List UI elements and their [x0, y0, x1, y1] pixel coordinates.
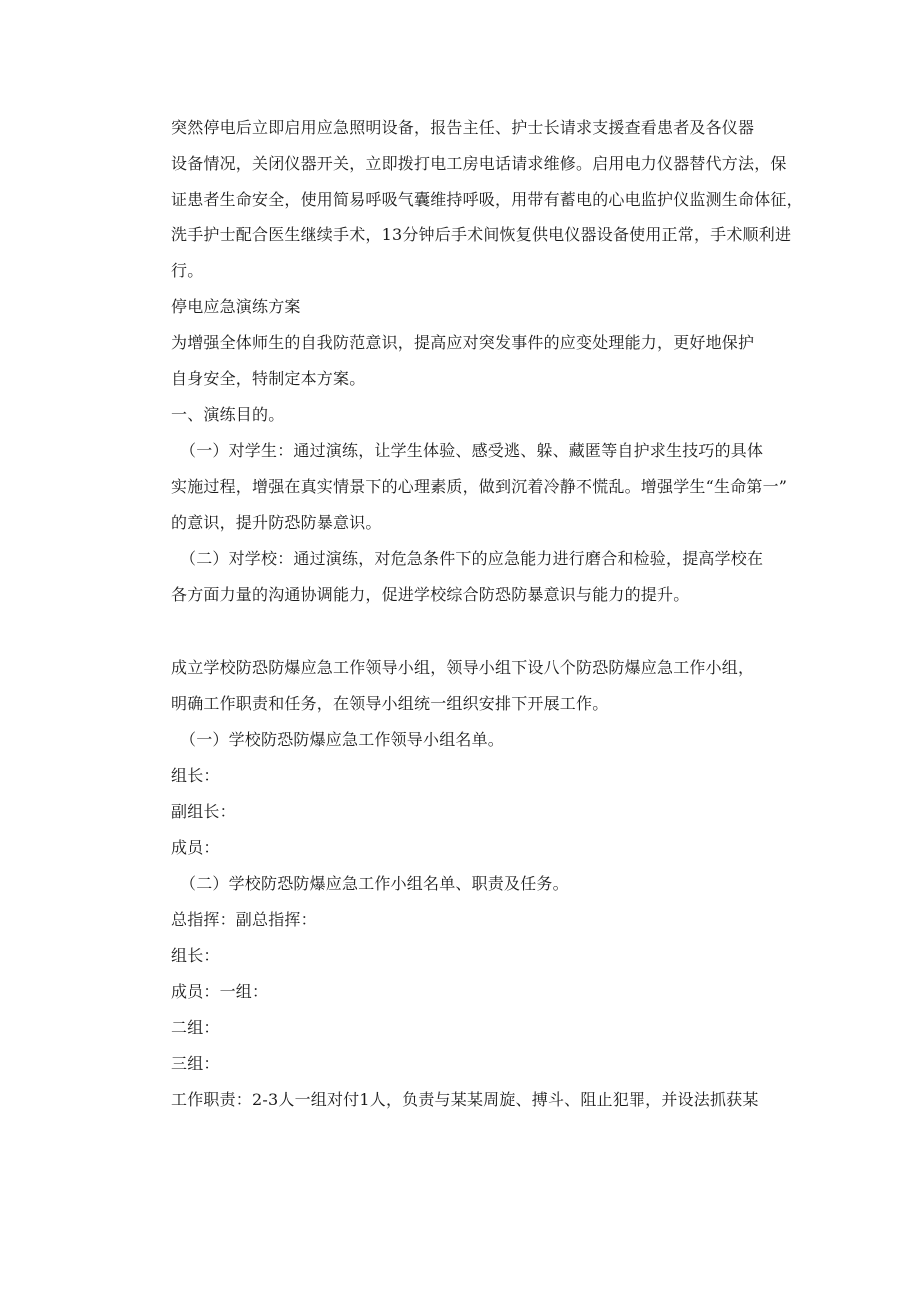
- text-line: 为增强全体师生的自我防范意识，提高应对突发事件的应变处理能力，更好地保护: [171, 333, 755, 352]
- text-line: 成立学校防恐防爆应急工作领导小组，领导小组下设八个防恐防爆应急工作小组，: [171, 658, 755, 677]
- text-line: （一）对学生：通过演练，让学生体验、感受逃、躲、藏匿等自护求生技巧的具体: [180, 441, 764, 460]
- text-line: 证患者生命安全，使用简易呼吸气囊维持呼吸，用带有蓄电的心电监护仪监测生命体征，: [171, 190, 803, 209]
- text-line: 实施过程，增强在真实情景下的心理素质，做到沉着冷静不慌乱。增强学生“生命第一”: [171, 477, 788, 496]
- text-line: 自身安全，特制定本方案。: [171, 369, 366, 388]
- list-item: （二）学校防恐防爆应急工作小组名单、职责及任务。: [180, 874, 569, 893]
- field-label: 成员：: [171, 838, 220, 857]
- field-label: 副组长：: [171, 802, 236, 821]
- heading: 停电应急演练方案: [171, 297, 301, 316]
- text-line: 工作职责：2-3人一组对付1人，负责与某某周旋、搏斗、阻止犯罪，并设法抓获某: [171, 1090, 759, 1109]
- text-line: 突然停电后立即启用应急照明设备，报告主任、护士长请求支援查看患者及各仪器: [171, 118, 755, 137]
- text-line: 的意识，提升防恐防暴意识。: [171, 513, 382, 532]
- field-label: 组长：: [171, 766, 220, 785]
- field-label: 三组：: [171, 1054, 220, 1073]
- text-line: 行。: [171, 261, 204, 280]
- section-heading: 一、演练目的。: [171, 405, 285, 424]
- list-item: （一）学校防恐防爆应急工作领导小组名单。: [180, 730, 505, 749]
- field-label: 二组：: [171, 1018, 220, 1037]
- text-line: 明确工作职责和任务，在领导小组统一组织安排下开展工作。: [171, 694, 609, 713]
- text-line: 各方面力量的沟通协调能力，促进学校综合防恐防暴意识与能力的提升。: [171, 585, 690, 604]
- text-line: 洗手护士配合医生继续手术，13分钟后手术间恢复供电仪器设备使用正常，手术顺利进: [171, 225, 792, 244]
- field-label: 组长：: [171, 946, 220, 965]
- text-line: （二）对学校：通过演练，对危急条件下的应急能力进行磨合和检验，提高学校在: [180, 549, 764, 568]
- text-line: 设备情况，关闭仪器开关，立即拨打电工房电话请求维修。启用电力仪器替代方法，保: [171, 154, 787, 173]
- field-label: 总指挥：副总指挥：: [171, 910, 317, 929]
- field-label: 成员：一组：: [171, 982, 269, 1001]
